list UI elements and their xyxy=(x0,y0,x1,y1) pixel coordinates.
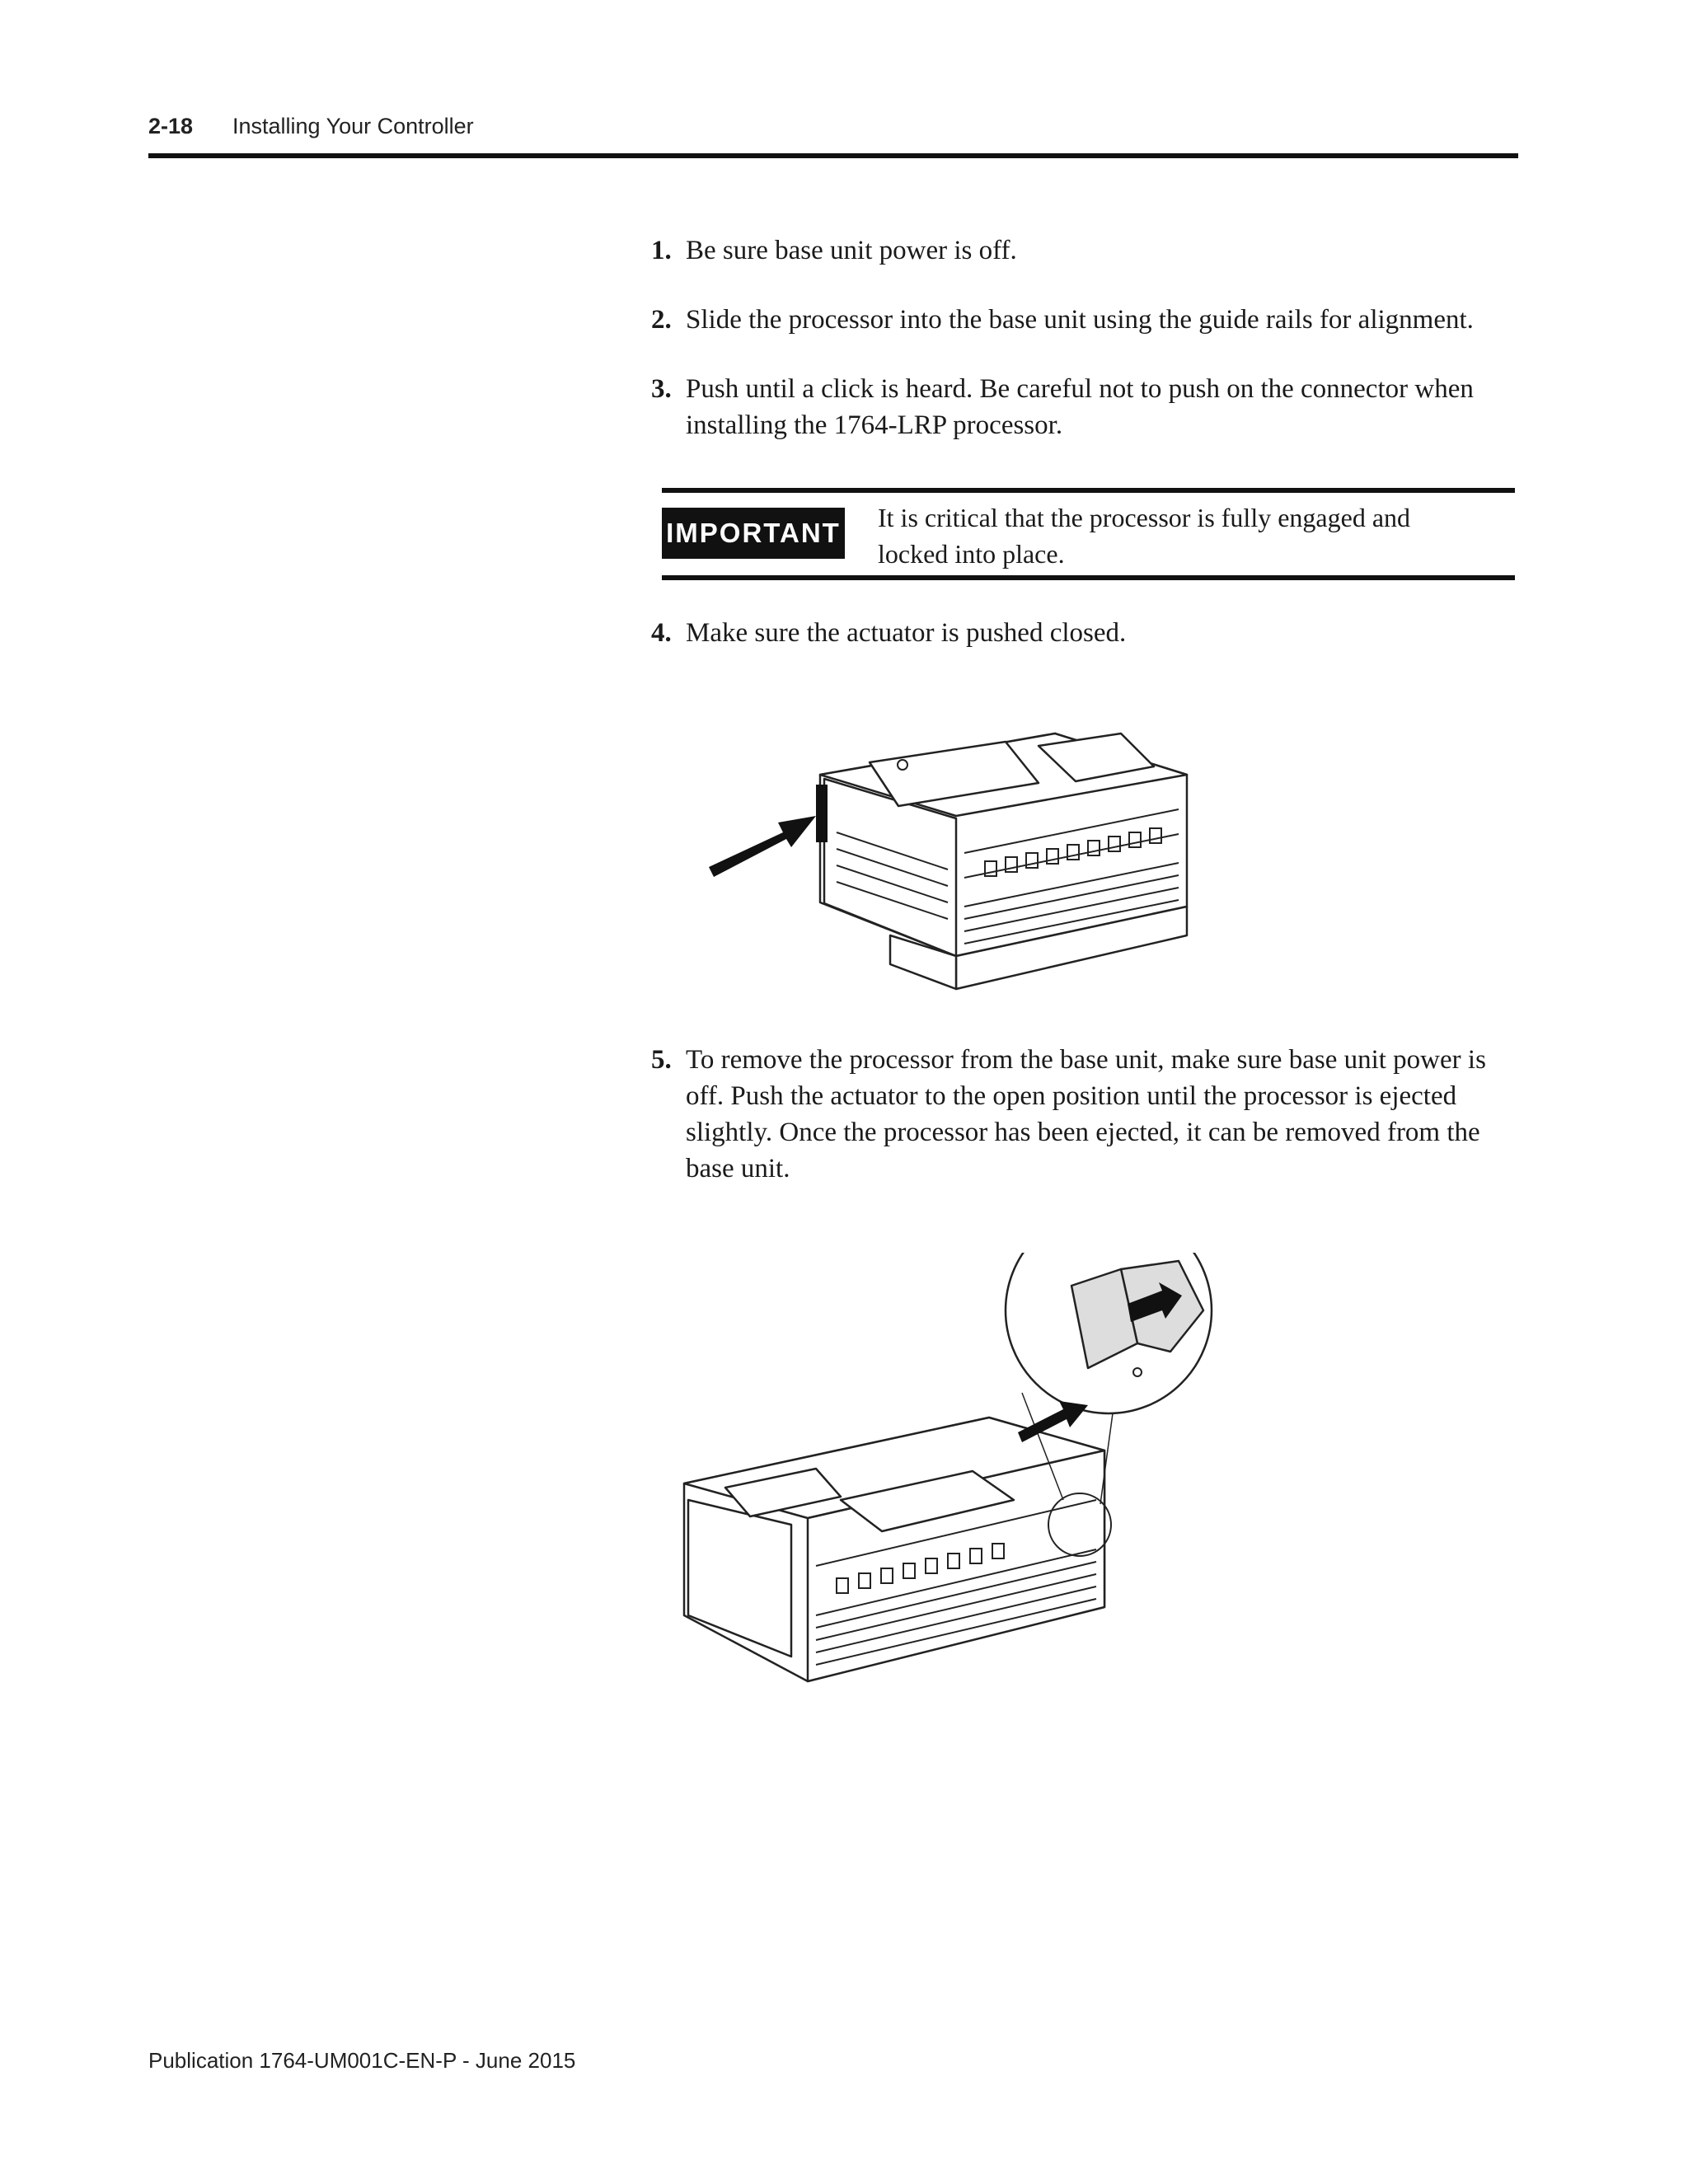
important-text: It is critical that the processor is fully engaged and locked into place. xyxy=(878,503,1411,569)
controller-actuator-closed-figure xyxy=(692,709,1203,1022)
page-header xyxy=(148,114,1517,139)
step-text: Slide the processor into the base unit using the guide rails for alignment. xyxy=(686,305,1474,335)
step-3 xyxy=(651,371,1484,443)
important-callout xyxy=(662,488,1515,580)
step-1 xyxy=(651,232,1525,269)
step-number: 4. xyxy=(651,618,672,648)
step-text: To remove the processor from the base unit, make sure base unit power is off. Push the actuator to the open position until the processor is ejected slightly. Once the processor has been ejected, it can be removed from the base unit. xyxy=(686,1045,1486,1183)
step-text: Make sure the actuator is pushed closed. xyxy=(686,618,1127,648)
page-number: 2-18 xyxy=(148,114,194,138)
section-title: Installing Your Controller xyxy=(232,114,474,138)
step-number: 3. xyxy=(651,374,672,404)
step-number: 2. xyxy=(651,305,672,335)
important-label: IMPORTANT xyxy=(662,508,845,559)
step-text: Be sure base unit power is off. xyxy=(686,236,1017,265)
step-number: 1. xyxy=(651,236,672,265)
step-number: 5. xyxy=(651,1045,672,1075)
header-rule xyxy=(148,153,1518,158)
controller-processor-removal-figure xyxy=(676,1253,1269,1714)
step-5 xyxy=(651,1042,1525,1187)
step-4 xyxy=(651,615,1525,651)
step-text: Push until a click is heard. Be careful not to push on the connector when installing the 1764-LRP processor. xyxy=(686,374,1474,440)
page-footer: Publication 1764-UM001C-EN-P - June 2015 xyxy=(148,2048,576,2073)
step-2 xyxy=(651,302,1525,338)
